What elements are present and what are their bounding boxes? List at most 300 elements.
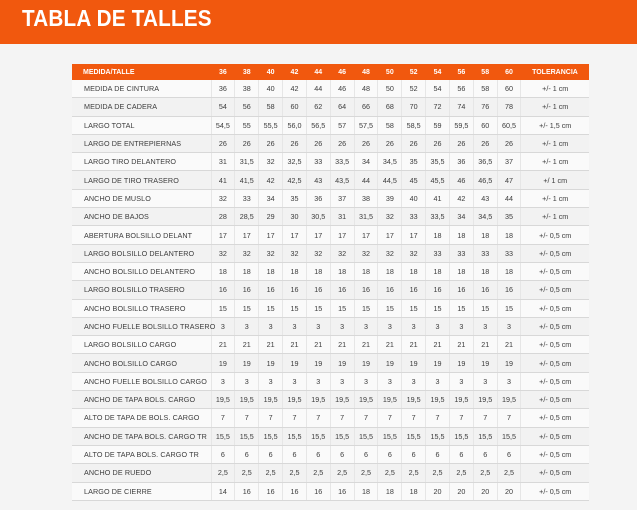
measure-value: 6 — [402, 445, 426, 463]
measure-value: 55,5 — [259, 116, 283, 134]
measure-value: 32 — [378, 244, 402, 262]
measure-value: 19,5 — [449, 391, 473, 409]
measure-value: 18 — [354, 262, 378, 280]
measure-value: 18 — [330, 262, 354, 280]
measure-value: 15 — [211, 299, 235, 317]
measure-value: 34 — [259, 189, 283, 207]
size-column-header: 46 — [330, 64, 354, 80]
measure-value: 46 — [449, 171, 473, 189]
measure-value: 18 — [473, 226, 497, 244]
measure-value: 7 — [497, 409, 521, 427]
table-row — [72, 262, 589, 280]
measure-value: 74 — [449, 98, 473, 116]
measure-value: 15,5 — [330, 427, 354, 445]
measure-value: 19,5 — [473, 391, 497, 409]
tolerance-value: +/- 0,5 cm — [521, 409, 589, 427]
measure-value: 40 — [402, 189, 426, 207]
measure-value: 30,5 — [306, 208, 330, 226]
measure-value: 42 — [449, 189, 473, 207]
measure-value: 6 — [378, 445, 402, 463]
measure-value: 15 — [378, 299, 402, 317]
measure-value: 56 — [235, 98, 259, 116]
table-row — [72, 208, 589, 226]
measure-value: 59,5 — [449, 116, 473, 134]
measure-value: 16 — [378, 281, 402, 299]
measure-value: 21 — [497, 336, 521, 354]
measure-name: LARGO TOTAL — [72, 116, 211, 134]
tolerance-value: +/- 1 cm — [521, 208, 589, 226]
measure-value: 7 — [354, 409, 378, 427]
measure-value: 48 — [354, 80, 378, 98]
measure-value: 6 — [283, 445, 307, 463]
measure-value: 19 — [473, 354, 497, 372]
measure-value: 59 — [426, 116, 450, 134]
measure-value: 15,5 — [426, 427, 450, 445]
measure-value: 26 — [354, 134, 378, 152]
measure-value: 19 — [378, 354, 402, 372]
measure-value: 29 — [259, 208, 283, 226]
tolerance-value: +/- 1,5 cm — [521, 116, 589, 134]
measure-value: 42 — [259, 171, 283, 189]
size-column-header: 40 — [259, 64, 283, 80]
measure-name: ANCHO FUELLE BOLSILLO CARGO — [72, 372, 211, 390]
measure-value: 26 — [402, 134, 426, 152]
measure-value: 34,5 — [378, 153, 402, 171]
measure-value: 3 — [449, 317, 473, 335]
measure-value: 43 — [473, 189, 497, 207]
measure-value: 15 — [235, 299, 259, 317]
measure-value: 21 — [283, 336, 307, 354]
measure-value: 62 — [306, 98, 330, 116]
measure-value: 60,5 — [497, 116, 521, 134]
measure-value: 3 — [378, 372, 402, 390]
measure-value: 15 — [283, 299, 307, 317]
measure-name: ANCHO DE RUEDO — [72, 464, 211, 482]
measure-value: 18 — [211, 262, 235, 280]
measure-value: 7 — [378, 409, 402, 427]
measure-value: 3 — [283, 372, 307, 390]
measure-value: 3 — [402, 317, 426, 335]
measure-value: 2,5 — [259, 464, 283, 482]
measure-name: LARGO TIRO DELANTERO — [72, 153, 211, 171]
measure-value: 18 — [449, 226, 473, 244]
measure-value: 15,5 — [235, 427, 259, 445]
measure-value: 50 — [378, 80, 402, 98]
measure-value: 2,5 — [378, 464, 402, 482]
table-row — [72, 409, 589, 427]
table-row — [72, 281, 589, 299]
measure-name: LARGO DE ENTREPIERNAS — [72, 134, 211, 152]
measure-value: 3 — [402, 372, 426, 390]
measure-value: 44 — [497, 189, 521, 207]
measure-value: 7 — [473, 409, 497, 427]
measure-value: 21 — [426, 336, 450, 354]
measure-value: 17 — [354, 226, 378, 244]
measure-value: 3 — [235, 317, 259, 335]
tolerance-value: +/- 1 cm — [521, 189, 589, 207]
measure-value: 18 — [354, 482, 378, 500]
measure-name: ANCHO BOLSILLO TRASERO — [72, 299, 211, 317]
measure-value: 18 — [306, 262, 330, 280]
size-column-header: 60 — [497, 64, 521, 80]
measure-value: 16 — [330, 482, 354, 500]
measure-value: 43,5 — [330, 171, 354, 189]
measure-name: ALTO DE TAPA DE BOLS. CARGO — [72, 409, 211, 427]
measure-value: 26 — [449, 134, 473, 152]
measure-value: 19 — [211, 354, 235, 372]
measure-value: 17 — [330, 226, 354, 244]
measure-value: 19 — [259, 354, 283, 372]
measure-value: 35 — [283, 189, 307, 207]
table-row — [72, 171, 589, 189]
size-column-header: 42 — [283, 64, 307, 80]
measure-value: 16 — [259, 482, 283, 500]
measure-value: 15 — [473, 299, 497, 317]
measure-value: 16 — [426, 281, 450, 299]
measure-value: 19,5 — [426, 391, 450, 409]
table-row — [72, 116, 589, 134]
measure-value: 32 — [354, 244, 378, 262]
measure-value: 17 — [211, 226, 235, 244]
measure-value: 3 — [306, 317, 330, 335]
measure-value: 72 — [426, 98, 450, 116]
measure-value: 3 — [473, 317, 497, 335]
measure-value: 36,5 — [473, 153, 497, 171]
measure-value: 2,5 — [306, 464, 330, 482]
measure-value: 46,5 — [473, 171, 497, 189]
measure-value: 3 — [378, 317, 402, 335]
measure-value: 16 — [402, 281, 426, 299]
tolerance-value: +/- 1 cm — [521, 153, 589, 171]
measure-value: 16 — [306, 281, 330, 299]
measure-value: 21 — [259, 336, 283, 354]
measure-name: ANCHO BOLSILLO CARGO — [72, 354, 211, 372]
table-row — [72, 427, 589, 445]
tolerance-value: +/- 0,5 cm — [521, 354, 589, 372]
measure-value: 15,5 — [306, 427, 330, 445]
measure-value: 2,5 — [283, 464, 307, 482]
measure-value: 78 — [497, 98, 521, 116]
measure-value: 2,5 — [354, 464, 378, 482]
measure-value: 3 — [426, 317, 450, 335]
measure-value: 20 — [449, 482, 473, 500]
measure-value: 3 — [497, 317, 521, 335]
measure-value: 21 — [330, 336, 354, 354]
measure-value: 45,5 — [426, 171, 450, 189]
size-column-header: 36 — [211, 64, 235, 80]
measure-value: 19,5 — [497, 391, 521, 409]
measure-value: 26 — [497, 134, 521, 152]
measure-value: 76 — [473, 98, 497, 116]
title-banner — [0, 0, 637, 44]
measure-value: 54,5 — [211, 116, 235, 134]
measure-value: 3 — [354, 372, 378, 390]
tolerance-value: +/ 1 cm — [521, 171, 589, 189]
measure-value: 7 — [283, 409, 307, 427]
measure-value: 58 — [259, 98, 283, 116]
measure-value: 43 — [306, 171, 330, 189]
measure-value: 19 — [402, 354, 426, 372]
measure-value: 26 — [306, 134, 330, 152]
measure-value: 16 — [306, 482, 330, 500]
table-row — [72, 244, 589, 262]
measure-value: 16 — [449, 281, 473, 299]
measure-value: 19 — [354, 354, 378, 372]
table-row — [72, 299, 589, 317]
measure-value: 52 — [402, 80, 426, 98]
measure-value: 15,5 — [473, 427, 497, 445]
measure-value: 16 — [283, 482, 307, 500]
measure-value: 17 — [235, 226, 259, 244]
measure-value: 54 — [211, 98, 235, 116]
size-column-header: 58 — [473, 64, 497, 80]
measure-value: 16 — [235, 281, 259, 299]
measure-value: 32 — [378, 208, 402, 226]
measure-name: ALTO DE TAPA BOLS. CARGO TR — [72, 445, 211, 463]
measure-value: 34,5 — [473, 208, 497, 226]
measure-value: 35 — [402, 153, 426, 171]
tolerance-value: +/- 0,5 cm — [521, 464, 589, 482]
measure-value: 35,5 — [426, 153, 450, 171]
table-row — [72, 482, 589, 500]
measure-value: 21 — [306, 336, 330, 354]
measure-value: 58,5 — [402, 116, 426, 134]
measure-value: 31 — [211, 153, 235, 171]
tolerance-value: +/- 0,5 cm — [521, 427, 589, 445]
measure-value: 17 — [378, 226, 402, 244]
measure-value: 20 — [473, 482, 497, 500]
tolerance-value: +/- 0,5 cm — [521, 372, 589, 390]
measure-value: 3 — [426, 372, 450, 390]
measure-value: 6 — [426, 445, 450, 463]
table-row — [72, 336, 589, 354]
measure-value: 6 — [449, 445, 473, 463]
measure-value: 6 — [497, 445, 521, 463]
measure-value: 32 — [402, 244, 426, 262]
measure-value: 15 — [497, 299, 521, 317]
measure-value: 41,5 — [235, 171, 259, 189]
measure-value: 60 — [283, 98, 307, 116]
measure-value: 21 — [211, 336, 235, 354]
measure-value: 2,5 — [330, 464, 354, 482]
measure-value: 16 — [283, 281, 307, 299]
measure-value: 16 — [211, 281, 235, 299]
measure-name: ANCHO DE MUSLO — [72, 189, 211, 207]
measure-value: 7 — [211, 409, 235, 427]
tolerance-value: +/- 0,5 cm — [521, 391, 589, 409]
measure-value: 2,5 — [449, 464, 473, 482]
measure-value: 47 — [497, 171, 521, 189]
measure-value: 3 — [259, 317, 283, 335]
measure-value: 15 — [402, 299, 426, 317]
measure-value: 6 — [259, 445, 283, 463]
measure-value: 19,5 — [330, 391, 354, 409]
measure-value: 37 — [330, 189, 354, 207]
table-row — [72, 98, 589, 116]
measure-value: 28 — [211, 208, 235, 226]
measure-value: 26 — [473, 134, 497, 152]
measure-value: 19 — [497, 354, 521, 372]
measure-value: 60 — [497, 80, 521, 98]
measure-value: 32 — [211, 244, 235, 262]
measure-value: 31,5 — [235, 153, 259, 171]
measure-value: 18 — [426, 226, 450, 244]
measure-value: 56,0 — [283, 116, 307, 134]
page-title: TABLA DE TALLES — [22, 5, 212, 31]
tolerance-value: +/- 0,5 cm — [521, 299, 589, 317]
tolerance-value: +/- 0,5 cm — [521, 482, 589, 500]
measure-value: 15,5 — [402, 427, 426, 445]
tolerance-value: +/- 0,5 cm — [521, 281, 589, 299]
measure-value: 32 — [330, 244, 354, 262]
measure-value: 7 — [259, 409, 283, 427]
tolerance-value: +/- 0,5 cm — [521, 226, 589, 244]
tolerance-value: +/- 1 cm — [521, 134, 589, 152]
measure-value: 15 — [354, 299, 378, 317]
measure-value: 19 — [306, 354, 330, 372]
measure-value: 33 — [426, 244, 450, 262]
measure-value: 3 — [306, 372, 330, 390]
measure-value: 33,5 — [426, 208, 450, 226]
measure-name: LARGO BOLSILLO DELANTERO — [72, 244, 211, 262]
measure-value: 68 — [378, 98, 402, 116]
measure-value: 16 — [473, 281, 497, 299]
measure-value: 26 — [330, 134, 354, 152]
measure-value: 3 — [259, 372, 283, 390]
measure-value: 32 — [211, 189, 235, 207]
measure-value: 6 — [306, 445, 330, 463]
measure-name: ANCHO FUELLE BOLSILLO TRASERO — [72, 317, 211, 335]
measure-value: 66 — [354, 98, 378, 116]
measure-value: 58 — [473, 80, 497, 98]
measure-value: 32 — [283, 244, 307, 262]
measure-value: 7 — [306, 409, 330, 427]
measure-value: 3 — [235, 372, 259, 390]
measure-value: 2,5 — [497, 464, 521, 482]
table-row — [72, 226, 589, 244]
measure-value: 15,5 — [378, 427, 402, 445]
measure-value: 18 — [402, 262, 426, 280]
table-row — [72, 372, 589, 390]
measure-value: 18 — [378, 482, 402, 500]
measure-value: 31,5 — [354, 208, 378, 226]
measure-value: 6 — [235, 445, 259, 463]
measure-value: 26 — [259, 134, 283, 152]
size-column-header: 50 — [378, 64, 402, 80]
measure-name: LARGO BOLSILLO CARGO — [72, 336, 211, 354]
measure-value: 19 — [330, 354, 354, 372]
measure-value: 33 — [473, 244, 497, 262]
measure-value: 15,5 — [259, 427, 283, 445]
measure-value: 15 — [449, 299, 473, 317]
measure-value: 39 — [378, 189, 402, 207]
measure-value: 17 — [402, 226, 426, 244]
tolerance-value: +/- 0,5 cm — [521, 336, 589, 354]
measure-value: 17 — [259, 226, 283, 244]
measure-value: 26 — [235, 134, 259, 152]
measure-name: ANCHO DE TAPA BOLS. CARGO TR — [72, 427, 211, 445]
measure-value: 18 — [449, 262, 473, 280]
tolerance-value: +/- 1 cm — [521, 98, 589, 116]
measure-name: MEDIDA DE CADERA — [72, 98, 211, 116]
measure-value: 15,5 — [497, 427, 521, 445]
measure-value: 57 — [330, 116, 354, 134]
table-row — [72, 189, 589, 207]
measure-value: 38 — [235, 80, 259, 98]
measure-value: 20 — [426, 482, 450, 500]
size-column-header: 52 — [402, 64, 426, 80]
measure-value: 15,5 — [283, 427, 307, 445]
measure-value: 26 — [211, 134, 235, 152]
measure-value: 19,5 — [235, 391, 259, 409]
measure-value: 19 — [235, 354, 259, 372]
measure-value: 40 — [259, 80, 283, 98]
measure-value: 3 — [283, 317, 307, 335]
tolerance-value: +/- 0,5 cm — [521, 317, 589, 335]
measure-value: 37 — [497, 153, 521, 171]
measure-value: 7 — [330, 409, 354, 427]
measure-value: 19,5 — [354, 391, 378, 409]
measure-value: 7 — [235, 409, 259, 427]
measure-name: LARGO DE CIERRE — [72, 482, 211, 500]
measure-value: 15 — [259, 299, 283, 317]
measure-value: 19,5 — [402, 391, 426, 409]
measure-value: 38 — [354, 189, 378, 207]
measure-value: 19,5 — [306, 391, 330, 409]
measure-value: 15,5 — [211, 427, 235, 445]
measure-value: 26 — [426, 134, 450, 152]
tolerance-value: +/- 0,5 cm — [521, 244, 589, 262]
measure-value: 18 — [426, 262, 450, 280]
measure-value: 18 — [283, 262, 307, 280]
measure-value: 15 — [330, 299, 354, 317]
measure-value: 44,5 — [378, 171, 402, 189]
measure-value: 33 — [402, 208, 426, 226]
table-row — [72, 317, 589, 335]
measure-value: 19,5 — [259, 391, 283, 409]
measure-value: 3 — [211, 372, 235, 390]
table-header-row — [72, 64, 589, 80]
measure-value: 18 — [402, 482, 426, 500]
measure-value: 16 — [354, 281, 378, 299]
measure-value: 44 — [306, 80, 330, 98]
measure-value: 2,5 — [402, 464, 426, 482]
measure-value: 41 — [426, 189, 450, 207]
measure-value: 56 — [449, 80, 473, 98]
measure-name: MEDIDA DE CINTURA — [72, 80, 211, 98]
measure-name: LARGO BOLSILLO TRASERO — [72, 281, 211, 299]
measure-value: 19 — [449, 354, 473, 372]
measure-value: 33 — [497, 244, 521, 262]
measure-value: 26 — [378, 134, 402, 152]
measure-value: 6 — [354, 445, 378, 463]
table-row — [72, 80, 589, 98]
measure-value: 34 — [354, 153, 378, 171]
measure-value: 30 — [283, 208, 307, 226]
measure-value: 3 — [449, 372, 473, 390]
measure-value: 18 — [473, 262, 497, 280]
measure-name: ABERTURA BOLSILLO DELANT — [72, 226, 211, 244]
measure-value: 19 — [283, 354, 307, 372]
table-row — [72, 354, 589, 372]
table-row — [72, 445, 589, 463]
measure-value: 6 — [330, 445, 354, 463]
measure-value: 16 — [259, 281, 283, 299]
measure-value: 34 — [449, 208, 473, 226]
measure-value: 2,5 — [426, 464, 450, 482]
size-column-header: 56 — [449, 64, 473, 80]
measure-value: 33 — [306, 153, 330, 171]
